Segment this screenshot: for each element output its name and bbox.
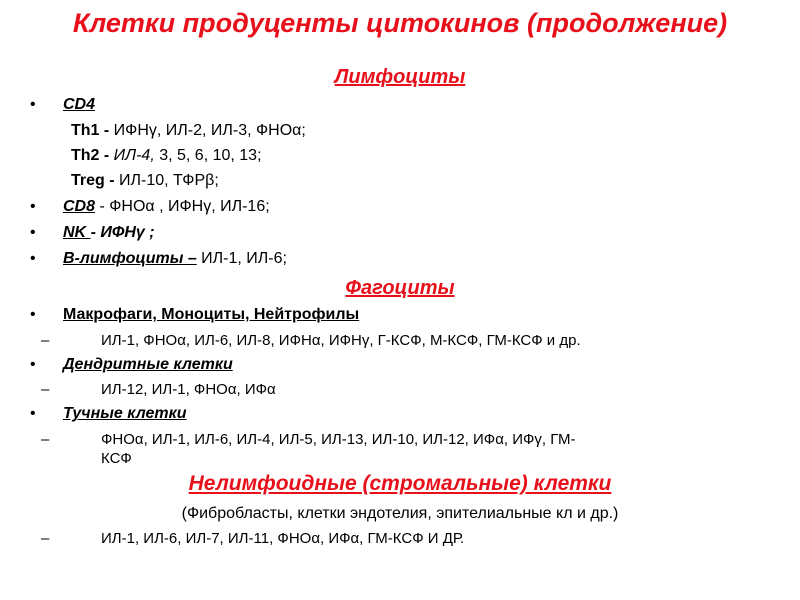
th2-label: Th2 - <box>71 147 114 164</box>
bullet-marker: • <box>30 224 36 241</box>
cd8-value: - ФНОα , ИФНγ, ИЛ-16; <box>95 198 270 215</box>
mast-label: Тучные клетки <box>63 405 187 422</box>
section-heading-stromal: Нелимфоидные (стромальные) клетки <box>188 472 612 495</box>
stromal-value: ИЛ-1, ИЛ-6, ИЛ-7, ИЛ-11, ФНОα, ИФα, ГМ-КСФ И ДР. <box>101 530 465 547</box>
macrophages-item <box>63 306 359 324</box>
bullet-marker: • <box>30 356 36 373</box>
dendritic-label: Дендритные клетки <box>63 356 233 373</box>
b-cells-item <box>63 250 287 268</box>
bullet-marker: • <box>30 250 36 267</box>
slide-title: Клетки продуценты цитокинов (продолжение) <box>72 8 728 38</box>
b-cells-label: В-лимфоциты – <box>63 250 197 267</box>
th1-line <box>71 122 306 140</box>
cd4-item <box>63 96 95 114</box>
dash-marker: – <box>41 431 50 448</box>
nk-label: NK <box>63 224 91 241</box>
mast-value-line2: КСФ <box>101 450 132 467</box>
th2-value: 3, 5, 6, 10, 13; <box>154 147 262 164</box>
mast-value-line1: ФНОα, ИЛ-1, ИЛ-6, ИЛ-4, ИЛ-5, ИЛ-13, ИЛ-10, ИЛ-12, ИФα, ИФγ, ГМ- <box>101 431 576 448</box>
bullet-marker: • <box>30 306 36 323</box>
macrophages-label: Макрофаги, Моноциты, Нейтрофилы <box>63 306 360 323</box>
section-heading-phagocytes: Фагоциты <box>345 277 455 299</box>
b-cells-value: ИЛ-1, ИЛ-6; <box>196 250 287 267</box>
treg-line <box>71 172 219 190</box>
treg-value: ИЛ-10, ТФРβ; <box>119 172 219 189</box>
th1-value: ИФНγ, ИЛ-2, ИЛ-3, ФНОα; <box>113 122 306 139</box>
dash-marker: – <box>41 530 50 547</box>
dash-marker: – <box>41 381 50 398</box>
dendritic-item <box>63 356 233 374</box>
bullet-marker: • <box>30 198 36 215</box>
nk-value: - ИФНγ ; <box>90 224 155 241</box>
section-heading-lymphocytes: Лимфоциты <box>334 66 466 88</box>
dash-marker: – <box>41 332 50 349</box>
bullet-marker: • <box>30 405 36 422</box>
cd4-label: CD4 <box>63 96 96 113</box>
dendritic-value: ИЛ-12, ИЛ-1, ФНОα, ИФα <box>101 381 276 398</box>
mast-item <box>63 405 187 423</box>
bullet-marker: • <box>30 96 36 113</box>
macrophages-value: ИЛ-1, ФНОα, ИЛ-6, ИЛ-8, ИФНα, ИФНγ, Г-КСФ, М-КСФ, ГМ-КСФ и др. <box>101 332 581 349</box>
stromal-subtitle: (Фибробласты, клетки эндотелия, эпителиальные кл и др.) <box>181 505 619 522</box>
nk-item <box>63 224 155 242</box>
th2-line <box>71 147 262 165</box>
th2-italic-value: ИЛ-4, <box>113 147 155 164</box>
cd8-label: CD8 <box>63 198 96 215</box>
treg-label: Treg - <box>71 172 120 189</box>
cd8-item <box>63 198 270 216</box>
th1-label: Th1 - <box>71 122 114 139</box>
